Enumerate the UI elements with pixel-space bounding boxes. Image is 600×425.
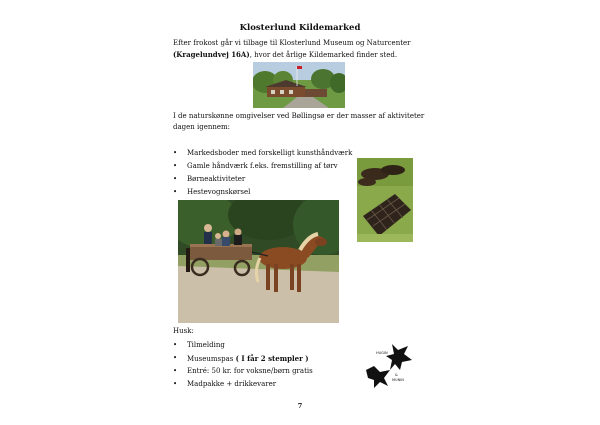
address-text: (Kragelundvej 16A) <box>173 50 250 59</box>
list-item: • Gamle håndværk f.eks. fremstilling af tørv <box>173 160 352 173</box>
page-number: 7 <box>297 402 303 410</box>
peat-photo <box>357 158 413 242</box>
museumspas-text: Museumspas <box>187 355 236 363</box>
list-item: • Madpakke + drikkevarer <box>173 378 313 391</box>
list-item <box>173 352 313 365</box>
husk-heading: Husk: <box>173 327 194 335</box>
list-item: • Tilmelding <box>173 339 313 352</box>
logo-hugin-text: HUGIN <box>376 351 388 355</box>
logo-munin-text: MUNIN <box>392 378 404 382</box>
paragraph-line-1: I de naturskønne omgivelser ved Bøllingsø er der masser af aktiviteter <box>173 112 425 120</box>
hugin-munin-ravens-logo <box>362 340 416 392</box>
page-title: Klosterlund Kildemarked <box>239 23 361 33</box>
museum-photo <box>253 62 345 108</box>
logo-amp-text: & <box>395 373 398 377</box>
list-item: • Markedsboder med forskelligt kunsthåndværk <box>173 147 352 160</box>
intro-line-2 <box>173 49 397 61</box>
list-item: • Børneaktiviteter <box>173 173 352 186</box>
intro-line-1: Efter frokost går vi tilbage til Klosterlund Museum og Naturcenter <box>173 39 411 47</box>
paragraph-line-2: dagen igennem: <box>173 123 231 131</box>
activities-list <box>173 147 352 199</box>
list-item: • Hestevognskørsel <box>173 186 352 199</box>
reminders-list <box>173 339 313 391</box>
stamps-note: ( I får 2 stempler ) <box>235 354 309 363</box>
horse-cart-photo <box>178 200 339 323</box>
intro-line-2-rest: , hvor det årlige Kildemarked finder sted. <box>249 51 398 59</box>
list-item: • Entré: 50 kr. for voksne/børn gratis <box>173 365 313 378</box>
